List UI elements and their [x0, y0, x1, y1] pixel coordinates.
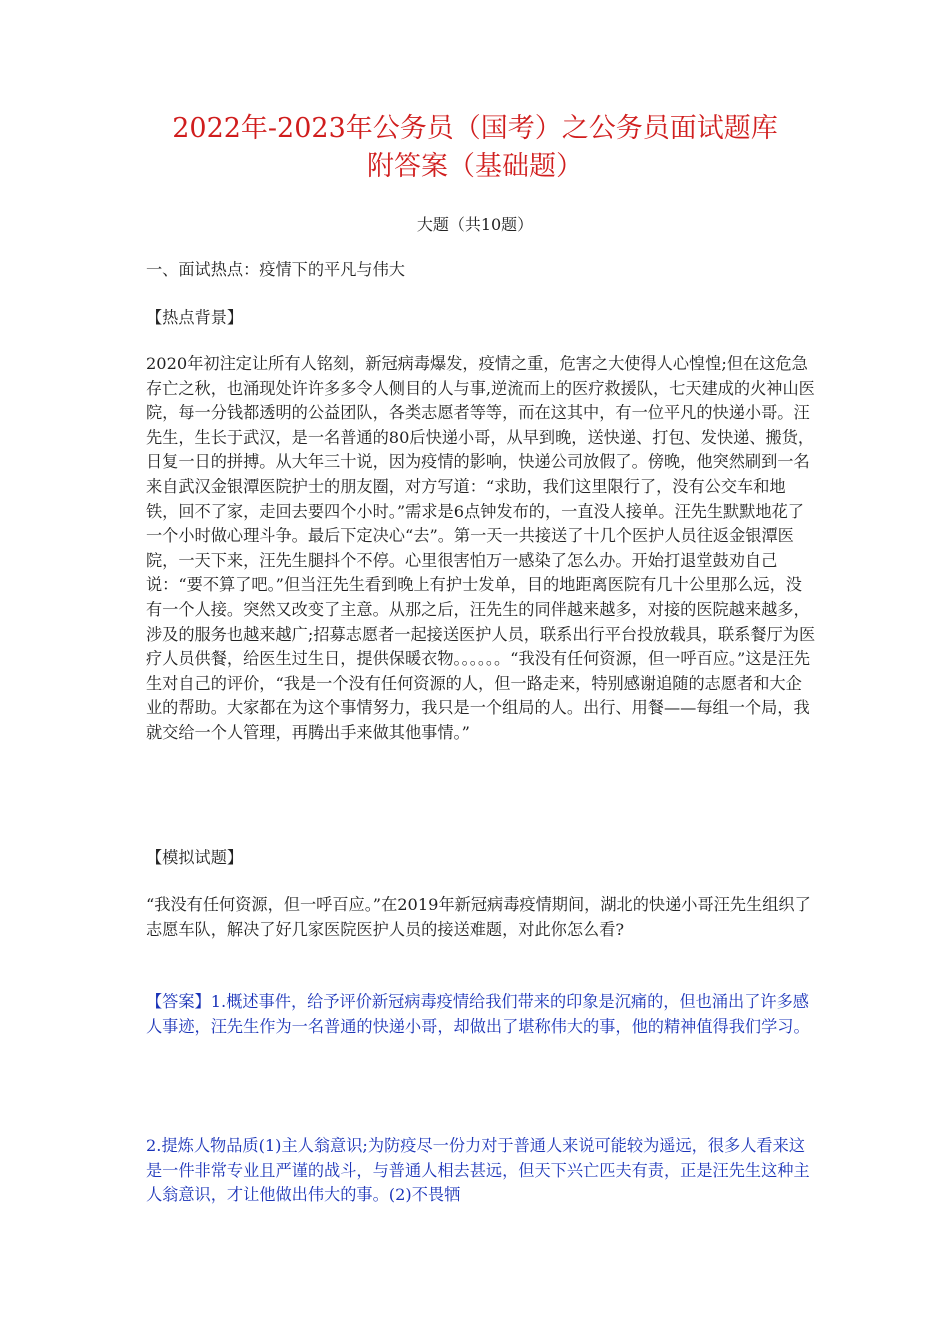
title-line-1: 2022年-2023年公务员（国考）之公务员面试题库 [172, 113, 778, 144]
answer-paragraph: 【答案】1.概述事件，给予评价新冠病毒疫情给我们带来的印象是沉痛的，但也涌出了许多感人事迹，汪先生作为一名普通的快递小哥，却做出了堪称伟大的事，他的精神值得我们学习。 [146, 992, 810, 1036]
question-heading: 一、面试热点：疫情下的平凡与伟大 [146, 260, 405, 279]
mock-question-text: “我没有任何资源，但一呼百应。”在2019年新冠病毒疫情期间，湖北的快递小哥汪先生组织了志愿车队，解决了好几家医院医护人员的接送难题，对此你怎么看? [146, 895, 811, 939]
title-line-2: 附答案（基础题） [367, 151, 583, 182]
mock-question-label: 【模拟试题】 [146, 848, 244, 867]
answer-point-2: 2.提炼人物品质(1)主人翁意识;为防疫尽一份力对于普通人来说可能较为遥远，很多人看来这是一件非常专业且严谨的战斗，与普通人相去甚远，但天下兴亡匹夫有责，正是汪先生这种主人翁意识，才让他做出伟大的事。(2)不畏牺 [146, 1136, 810, 1205]
background-paragraph: 2020年初注定让所有人铭刻，新冠病毒爆发，疫情之重，危害之大使得人心惶惶;但在这危急存亡之秋，也涌现处许许多多令人侧目的人与事,逆流而上的医疗救援队，七天建成的火神山医院，每一分钱都透明的公益团队，各类志愿者等等，而在这其中，有一位平凡的快递小哥。汪先生，生长于武汉，是一名普通的80后快递小哥，从早到晚，送快递、打包、发快递、搬货，日复一日的拼搏。从大年三十说，因为疫情的影响，快递公司放假了。傍晚，他突然刷到一名来自武汉金银潭医院护士的朋友圈，对方写道：“求助，我们这里限行了，没有公交车和地铁，回不了家，走回去要四个小时。”需求是6点钟发布的，一直没人接单。汪先生默默地花了一个小时做心理斗争。最后下定决心“去”。第一天一共接送了十几个医护人员往返金银潭医院，一天下来，汪先生腿抖个不停。心里很害怕万一感染了怎么办。开始打退堂鼓劝自己说：“要不算了吧。”但当汪先生看到晚上有护士发单，目的地距离医院有几十公里那么远，没有一个人接。突然又改变了主意。从那之后，汪先生的同伴越来越多，对接的医院越来越多，涉及的服务也越来越广;招募志愿者一起接送医护人员，联系出行平台投放载具，联系餐厅为医疗人员供餐，给医生过生日，提供保暖衣物。。。。。。“我没有任何资源，但一呼百应。”这是汪先生对自己的评价，“我是一个没有任何资源的人，但一路走来，特别感谢追随的志愿者和大企业的帮助。大家都在为这个事情努力，我只是一个组局的人。出行、用餐——每组一个局，我就交给一个人管理，再腾出手来做其他事情。” [146, 354, 816, 742]
section-header: 大题（共10题） [416, 215, 534, 234]
document-title [100, 110, 850, 186]
background-label: 【热点背景】 [146, 308, 244, 327]
